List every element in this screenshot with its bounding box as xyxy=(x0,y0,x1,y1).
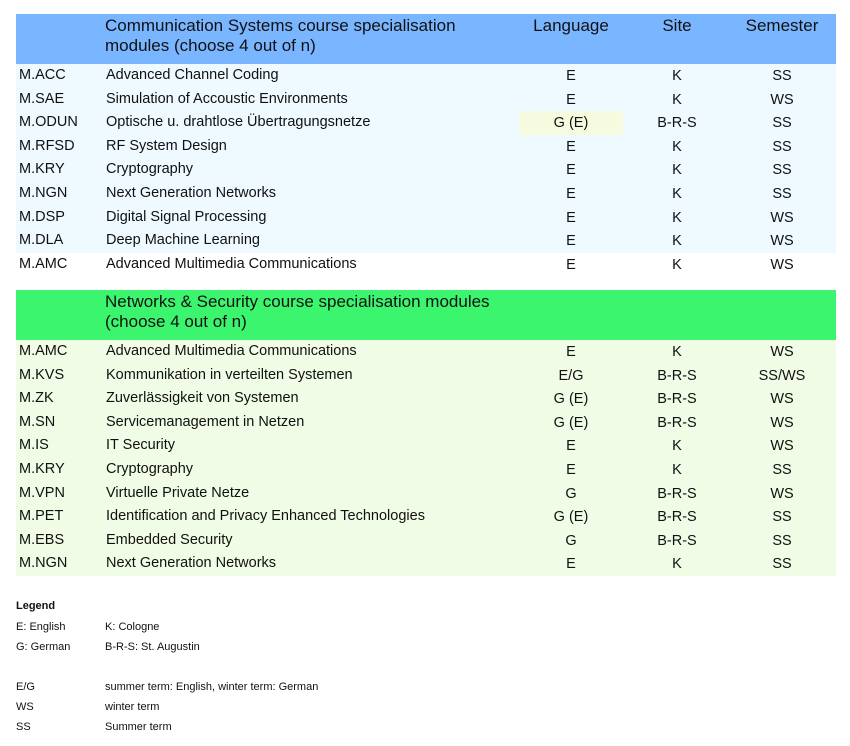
module-name: IT Security xyxy=(106,437,176,454)
module-site: K xyxy=(672,186,682,202)
module-language: E xyxy=(566,162,576,179)
module-language: G (E) xyxy=(553,509,589,526)
net-security-header xyxy=(16,290,836,340)
legend-ws-key: WS xyxy=(16,701,34,713)
module-site: B-R-S xyxy=(657,367,697,384)
module-language: E xyxy=(566,344,576,360)
legend-cologne: K: Cologne xyxy=(105,621,160,633)
legend-st-augustin: B-R-S: St. Augustin xyxy=(105,641,200,653)
module-site: K xyxy=(672,556,682,573)
table-row xyxy=(16,182,836,206)
module-site: K xyxy=(672,209,682,226)
module-language: E xyxy=(566,68,576,84)
table-row xyxy=(16,340,836,364)
module-code: M.AMC xyxy=(19,343,68,359)
module-site: K xyxy=(672,344,682,360)
module-name: Digital Signal Processing xyxy=(106,208,267,225)
comm-systems-header xyxy=(16,14,836,64)
module-language: E/G xyxy=(558,367,584,384)
module-code: M.EBS xyxy=(19,531,65,548)
table-row xyxy=(16,482,836,506)
module-language: G (E) xyxy=(553,115,589,132)
module-semester: WS xyxy=(770,391,794,408)
module-site: B-R-S xyxy=(657,485,697,502)
module-site: K xyxy=(672,68,682,84)
module-semester: WS xyxy=(770,344,794,360)
module-site: K xyxy=(672,138,682,155)
module-language: G xyxy=(565,532,577,549)
module-site: B-R-S xyxy=(657,509,697,526)
module-site: K xyxy=(672,91,682,108)
module-site: B-R-S xyxy=(657,532,697,549)
module-language: E xyxy=(566,438,576,455)
module-language: E xyxy=(566,462,576,478)
table-row xyxy=(16,88,836,112)
module-name: Advanced Multimedia Communications xyxy=(106,255,357,272)
module-site: K xyxy=(672,256,682,273)
module-code: M.NGN xyxy=(19,555,68,572)
module-semester: WS xyxy=(770,414,794,431)
module-code: M.KRY xyxy=(19,161,65,178)
comm-systems-table xyxy=(16,14,836,274)
module-semester: WS xyxy=(770,485,794,502)
table-row xyxy=(16,135,836,159)
module-semester: WS xyxy=(770,233,794,250)
module-semester: SS xyxy=(772,115,792,132)
table-row xyxy=(16,229,836,253)
table-row xyxy=(16,111,836,135)
table-row xyxy=(16,364,836,388)
table-row xyxy=(16,411,836,435)
module-semester: SS xyxy=(772,138,792,155)
table-row xyxy=(16,64,836,88)
module-name: Cryptography xyxy=(106,461,194,477)
module-name: RF System Design xyxy=(106,137,227,154)
table-row xyxy=(16,206,836,230)
module-language: G xyxy=(565,485,577,502)
module-name: Servicemanagement in Netzen xyxy=(106,413,305,430)
module-semester: WS xyxy=(770,209,794,226)
table-row xyxy=(16,434,836,458)
module-site: B-R-S xyxy=(657,414,697,431)
module-name: Cryptography xyxy=(106,161,194,178)
module-name: Optische u. drahtlose Übertragungsnetze xyxy=(106,114,371,131)
module-code: M.KRY xyxy=(19,461,65,477)
module-semester: WS xyxy=(770,256,794,273)
module-language: E xyxy=(566,256,576,273)
net-security-table xyxy=(16,290,836,580)
module-code: M.ZK xyxy=(19,390,54,407)
module-site: B-R-S xyxy=(657,391,697,408)
module-code: M.SAE xyxy=(19,90,65,107)
module-code: M.KVS xyxy=(19,366,65,383)
module-name: Kommunikation in verteilten Systemen xyxy=(106,366,353,383)
module-language: G (E) xyxy=(553,414,589,431)
module-language: E xyxy=(566,233,576,250)
module-language: G (E) xyxy=(553,391,589,408)
module-semester: SS xyxy=(772,462,792,478)
module-name: Advanced Multimedia Communications xyxy=(106,343,357,359)
module-code: M.SN xyxy=(19,413,56,430)
module-semester: SS xyxy=(772,509,792,526)
module-language: E xyxy=(566,209,576,226)
module-code: M.PET xyxy=(19,508,64,525)
module-name: Next Generation Networks xyxy=(106,555,277,572)
module-name: Simulation of Accoustic Environments xyxy=(106,90,348,107)
module-semester: SS xyxy=(772,556,792,573)
module-code: M.ACC xyxy=(19,67,66,83)
module-semester: WS xyxy=(770,438,794,455)
module-name: Next Generation Networks xyxy=(106,185,277,201)
module-site: K xyxy=(672,233,682,250)
legend-eg-value: summer term: English, winter term: German xyxy=(105,681,319,693)
module-name: Deep Machine Learning xyxy=(106,232,260,249)
semester-column-header: Semester xyxy=(745,16,819,35)
module-semester: SS/WS xyxy=(758,367,806,384)
legend-german: G: German xyxy=(16,641,71,653)
table-row xyxy=(16,253,836,277)
legend-ss-key: SS xyxy=(16,721,31,733)
module-code: M.VPN xyxy=(19,484,65,501)
net-security-title: Networks & Security course specialisation modules (choose 4 out of n) xyxy=(105,292,490,331)
module-name: Identification and Privacy Enhanced Technologies xyxy=(106,508,425,525)
module-code: M.IS xyxy=(19,437,49,454)
module-semester: SS xyxy=(772,186,792,202)
module-code: M.DSP xyxy=(19,208,65,225)
module-site: K xyxy=(672,438,682,455)
site-column-header: Site xyxy=(662,16,692,35)
module-semester: SS xyxy=(772,162,792,179)
module-site: B-R-S xyxy=(657,115,697,132)
legend-english: E: English xyxy=(16,621,66,633)
table-row xyxy=(16,505,836,529)
table-row xyxy=(16,552,836,576)
module-semester: SS xyxy=(772,532,792,549)
module-code: M.NGN xyxy=(19,185,68,201)
module-language: E xyxy=(566,186,576,202)
table-row xyxy=(16,529,836,553)
module-name: Zuverlässigkeit von Systemen xyxy=(106,390,299,407)
legend-eg-key: E/G xyxy=(16,681,35,693)
module-language: E xyxy=(566,556,576,573)
module-name: Virtuelle Private Netze xyxy=(106,484,250,501)
module-code: M.DLA xyxy=(19,232,64,249)
module-language: E xyxy=(566,138,576,155)
module-name: Embedded Security xyxy=(106,531,233,548)
module-semester: SS xyxy=(772,68,792,84)
legend-ss-value: Summer term xyxy=(105,721,172,733)
table-row xyxy=(16,158,836,182)
module-code: M.ODUN xyxy=(19,114,78,131)
language-column-header: Language xyxy=(533,16,609,35)
legend-title: Legend xyxy=(16,600,56,612)
module-site: K xyxy=(672,162,682,179)
module-name: Advanced Channel Coding xyxy=(106,67,279,83)
module-code: M.AMC xyxy=(19,255,68,272)
module-code: M.RFSD xyxy=(19,137,75,154)
module-site: K xyxy=(672,462,682,478)
comm-systems-title: Communication Systems course specialisation modules (choose 4 out of n) xyxy=(105,16,456,55)
legend-ws-value: winter term xyxy=(105,701,160,713)
table-row xyxy=(16,458,836,482)
module-semester: WS xyxy=(770,91,794,108)
table-row xyxy=(16,387,836,411)
module-language: E xyxy=(566,91,576,108)
